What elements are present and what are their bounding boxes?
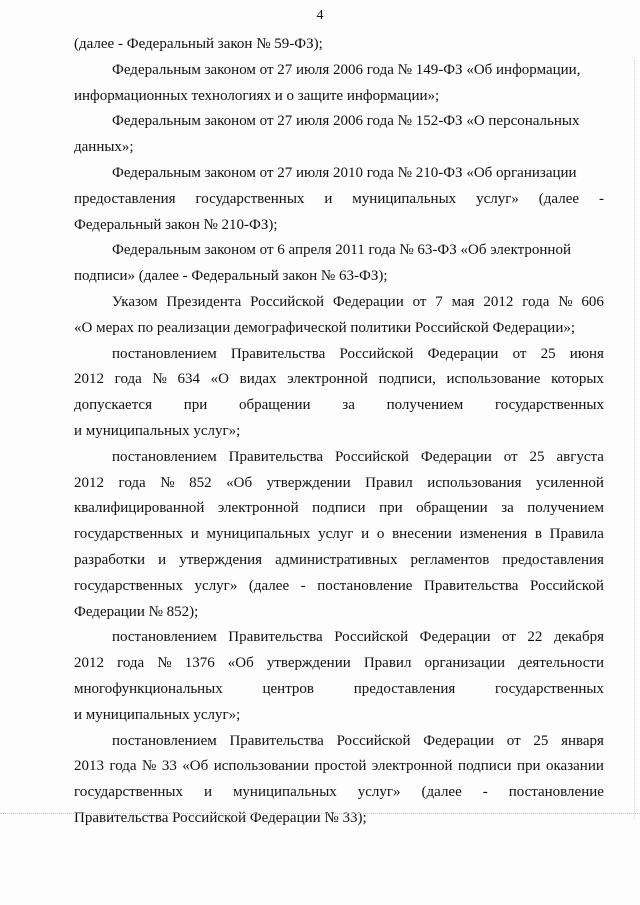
- text-line: [74, 367, 604, 393]
- word: использование: [446, 371, 541, 388]
- word: муниципальных: [206, 526, 311, 543]
- word: при: [379, 500, 403, 517]
- word: №: [160, 474, 175, 491]
- word: услуг: [318, 526, 354, 543]
- word: использования: [427, 474, 522, 491]
- text-line: Федеральным законом от 6 апреля 2011 года № 63-ФЗ «Об электронной: [112, 242, 571, 259]
- word: при: [516, 758, 541, 775]
- word: -: [598, 190, 604, 207]
- text-line: [74, 445, 604, 471]
- word: предоставления: [502, 551, 604, 568]
- word: 2012: [483, 293, 514, 310]
- word: постановление: [317, 577, 413, 594]
- text-line: [74, 754, 604, 780]
- text-line: [74, 729, 604, 755]
- word: использовании: [213, 758, 309, 775]
- text-line: Федеральным законом от 27 июля 2010 года № 210-ФЗ «Об организации: [112, 164, 577, 181]
- word: Президента: [166, 293, 242, 310]
- word: Российской: [530, 577, 604, 594]
- word: (далее: [421, 784, 462, 801]
- text-line: [74, 522, 604, 548]
- word: Федерации: [427, 345, 499, 362]
- word: электронной: [217, 500, 299, 517]
- word: услуг»: [194, 577, 238, 594]
- word: Российской: [334, 629, 409, 646]
- word: Правительства: [228, 629, 323, 646]
- word: 2012: [74, 371, 104, 388]
- word: 7: [435, 293, 443, 310]
- word: и: [203, 784, 212, 801]
- word: многофункциональных: [74, 680, 223, 697]
- word: за: [342, 397, 355, 414]
- text-line: [74, 290, 604, 316]
- word: №: [558, 293, 573, 310]
- word: обращении: [416, 500, 488, 517]
- word: от: [502, 629, 516, 646]
- word: Российской: [336, 732, 411, 749]
- text-line: и муниципальных услуг»;: [74, 422, 241, 439]
- text-line: [74, 187, 604, 213]
- word: и: [324, 190, 333, 207]
- word: организации: [424, 655, 506, 672]
- word: 25: [529, 448, 545, 465]
- word: декабря: [553, 629, 604, 646]
- word: видах: [239, 371, 277, 388]
- page-number: 4: [316, 8, 324, 23]
- text-line: Федеральным законом от 27 июля 2006 года № 149-ФЗ «Об информации,: [112, 61, 581, 78]
- word: 606: [581, 293, 604, 310]
- word: подписи: [458, 758, 512, 775]
- word: (далее: [538, 190, 580, 207]
- text-line: [74, 393, 604, 419]
- word: Правил: [365, 474, 413, 491]
- text-line: информационных технологиях и о защите информации»;: [74, 87, 440, 104]
- word: центров: [262, 680, 315, 697]
- word: при: [183, 397, 208, 414]
- word: разработки: [74, 551, 146, 568]
- word: Федерации: [419, 629, 491, 646]
- word: -: [482, 784, 488, 801]
- word: которых: [551, 371, 604, 388]
- word: «Об: [182, 758, 209, 775]
- text-line: [74, 342, 604, 368]
- word: государственных: [74, 577, 183, 594]
- word: предоставления: [74, 190, 176, 207]
- word: оказании: [545, 758, 604, 775]
- word: постановлением: [112, 732, 217, 749]
- word: от: [512, 345, 527, 362]
- word: (далее: [248, 577, 290, 594]
- word: Федерации: [423, 732, 495, 749]
- word: обращении: [238, 397, 311, 414]
- text-line: [74, 651, 604, 677]
- word: Федерации: [420, 448, 492, 465]
- word: простой: [314, 758, 367, 775]
- word: 634: [177, 371, 200, 388]
- word: усиленной: [536, 474, 604, 491]
- word: утверждении: [266, 655, 351, 672]
- text-line: Федеральный закон № 210-ФЗ);: [74, 216, 278, 233]
- word: услуг»: [476, 190, 519, 207]
- word: утверждении: [266, 474, 351, 491]
- word: года: [522, 293, 550, 310]
- word: Правительства: [228, 448, 324, 465]
- word: внесении: [392, 526, 452, 543]
- document-body: [74, 32, 604, 832]
- word: о: [376, 526, 385, 543]
- word: государственных: [495, 397, 604, 414]
- word: регламентов: [410, 551, 490, 568]
- word: получением: [527, 500, 604, 517]
- word: услуг»: [357, 784, 401, 801]
- text-line: Федерации № 852);: [74, 603, 199, 620]
- text-line: [74, 471, 604, 497]
- word: получением: [386, 397, 464, 414]
- word: и: [190, 526, 199, 543]
- text-line: Правительства Российской Федерации № 33);: [74, 809, 367, 826]
- word: января: [561, 732, 604, 749]
- word: 25: [533, 732, 549, 749]
- word: административных: [275, 551, 398, 568]
- word: августа: [556, 448, 604, 465]
- word: Российской: [335, 448, 409, 465]
- word: Правительства: [229, 732, 324, 749]
- word: «Об: [226, 474, 253, 491]
- word: -: [300, 577, 306, 594]
- word: 22: [527, 629, 543, 646]
- word: от: [503, 448, 518, 465]
- word: постановлением: [112, 448, 217, 465]
- word: 2013: [74, 758, 104, 775]
- word: №: [157, 655, 172, 672]
- word: мая: [451, 293, 475, 310]
- text-line: [74, 574, 604, 600]
- text-line: [74, 625, 604, 651]
- text-line: [74, 496, 604, 522]
- word: от: [412, 293, 427, 310]
- scan-edge: [634, 60, 636, 820]
- word: квалифицированной: [74, 500, 205, 517]
- word: в: [534, 526, 542, 543]
- word: муниципальных: [352, 190, 457, 207]
- word: 2012: [74, 655, 104, 672]
- word: года: [118, 474, 146, 491]
- word: 25: [540, 345, 556, 362]
- word: деятельности: [518, 655, 604, 672]
- word: Указом: [112, 293, 158, 310]
- word: №: [142, 758, 157, 775]
- word: утверждения: [179, 551, 263, 568]
- word: от: [506, 732, 521, 749]
- text-line: Федеральным законом от 27 июля 2006 года № 152-ФЗ «О персональных: [112, 113, 580, 130]
- word: Правительства: [230, 345, 326, 362]
- word: Российской: [250, 293, 325, 310]
- word: 33: [161, 758, 177, 775]
- text-line: (далее - Федеральный закон № 59-ФЗ);: [74, 36, 323, 52]
- word: государственных: [195, 190, 305, 207]
- word: Правил: [363, 655, 412, 672]
- word: Правила: [549, 526, 604, 543]
- text-line: «О мерах по реализации демографической политики Российской Федерации»;: [74, 319, 576, 336]
- word: государственных: [74, 784, 183, 801]
- word: 852: [189, 474, 212, 491]
- word: года: [117, 655, 145, 672]
- word: изменения: [459, 526, 528, 543]
- text-line: данных»;: [74, 139, 134, 156]
- word: 2012: [74, 474, 104, 491]
- word: муниципальных: [232, 784, 337, 801]
- word: постановлением: [112, 345, 217, 362]
- word: «О: [210, 371, 229, 388]
- word: подписи: [312, 500, 366, 517]
- word: июня: [569, 345, 604, 362]
- word: и: [361, 526, 370, 543]
- word: года: [109, 758, 137, 775]
- word: и: [158, 551, 167, 568]
- text-line: [74, 548, 604, 574]
- word: «Об: [227, 655, 254, 672]
- scan-artifact-line: [0, 813, 640, 815]
- word: 1376: [184, 655, 215, 672]
- word: Российской: [339, 345, 414, 362]
- word: года: [114, 371, 142, 388]
- word: электронной: [371, 758, 453, 775]
- word: государственных: [495, 680, 604, 697]
- word: №: [152, 371, 167, 388]
- word: Правительства: [424, 577, 519, 594]
- text-line: [74, 677, 604, 703]
- word: Федерации: [332, 293, 404, 310]
- word: постановлением: [112, 629, 217, 646]
- word: постановление: [508, 784, 604, 801]
- word: предоставления: [353, 680, 456, 697]
- text-line: и муниципальных услуг»;: [74, 706, 241, 723]
- text-line: [74, 780, 604, 806]
- word: допускается: [74, 397, 152, 414]
- word: подписи,: [378, 371, 436, 388]
- word: государственных: [74, 526, 183, 543]
- word: электронной: [287, 371, 368, 388]
- text-line: подписи» (далее - Федеральный закон № 63-ФЗ);: [74, 268, 388, 285]
- word: за: [501, 500, 514, 517]
